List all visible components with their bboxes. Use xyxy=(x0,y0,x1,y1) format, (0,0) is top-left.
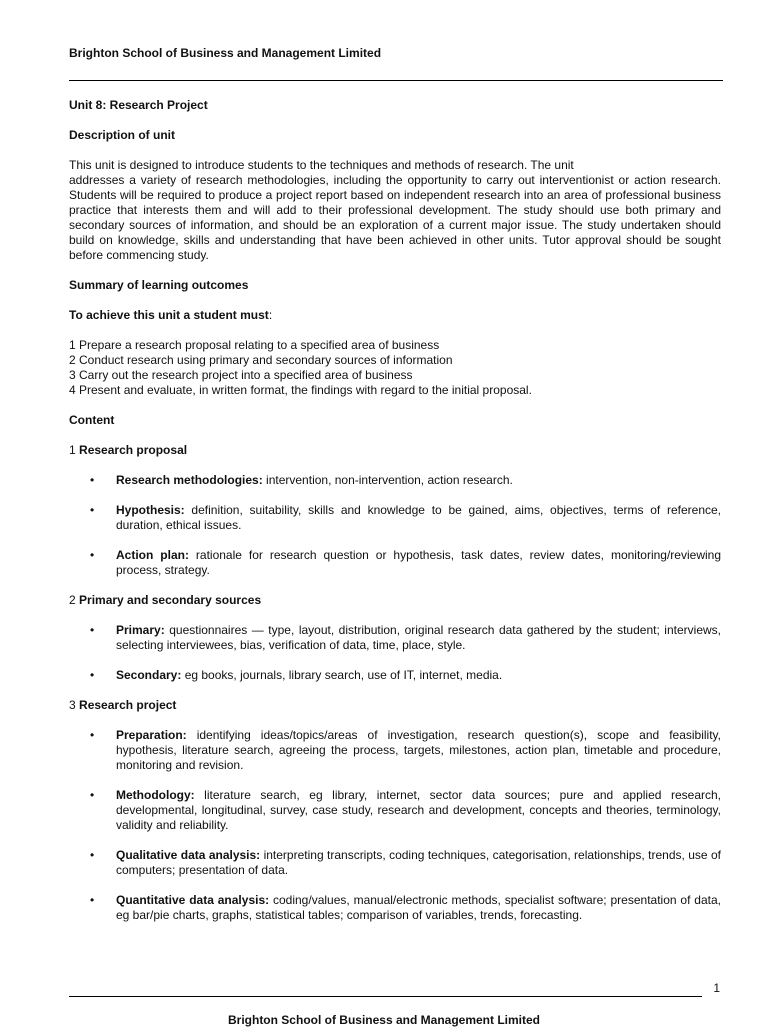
bullet-text: interpreting transcripts, coding techniques, categorisation, relationships, trends, use of computers; presentation of data. xyxy=(116,848,721,877)
section-number: 3 xyxy=(69,698,76,712)
bullet-label: Research methodologies: xyxy=(116,473,263,487)
bullet-item xyxy=(69,473,721,488)
section-number: 2 xyxy=(69,593,76,607)
bullet-item xyxy=(69,548,721,578)
section-heading-research-project xyxy=(69,698,721,713)
outcomes-list xyxy=(69,338,721,398)
section-title: Primary and secondary sources xyxy=(79,593,262,607)
bullet-text: eg books, journals, library search, use of IT, internet, media. xyxy=(181,668,503,682)
header-divider xyxy=(69,80,723,81)
section-number: 1 xyxy=(69,443,76,457)
bullet-label: Quantitative data analysis: xyxy=(116,893,270,907)
content-heading: Content xyxy=(69,413,115,427)
bullet-icon: • xyxy=(90,893,95,907)
bullet-label: Secondary: xyxy=(116,668,182,682)
bullet-item xyxy=(69,668,721,683)
description-heading: Description of unit xyxy=(69,128,175,142)
section-title: Research project xyxy=(79,698,177,712)
bullet-label: Preparation: xyxy=(116,728,187,742)
bullet-label: Primary: xyxy=(116,623,165,637)
summary-must-colon: : xyxy=(268,308,273,322)
summary-must-label: To achieve this unit a student must xyxy=(69,308,269,322)
bullet-item xyxy=(69,788,721,833)
section-bullet-list xyxy=(69,623,721,683)
bullet-icon: • xyxy=(90,548,95,562)
bullet-text: rationale for research question or hypothesis, task dates, review dates, monitoring/reviewing process, strategy. xyxy=(116,548,721,577)
bullet-label: Action plan: xyxy=(116,548,189,562)
description-first-line: This unit is designed to introduce students to the techniques and methods of research. The unit xyxy=(69,158,574,172)
section-bullet-list xyxy=(69,473,721,578)
section-title: Research proposal xyxy=(79,443,188,457)
bullet-text: literature search, eg library, internet, sector data sources; pure and applied research, developmental, longitudinal, survey, case study, research and development, concepts and theories, terminology, validity and reliability. xyxy=(116,788,721,832)
summary-intro xyxy=(69,308,721,323)
bullet-icon: • xyxy=(90,848,95,862)
outcome-item: 4 Present and evaluate, in written format, the findings with regard to the initial proposal. xyxy=(69,383,532,397)
bullet-icon: • xyxy=(90,473,95,487)
outcome-item: 1 Prepare a research proposal relating to a specified area of business xyxy=(69,338,440,352)
outcome-item: 3 Carry out the research project into a specified area of business xyxy=(69,368,413,382)
unit-title: Unit 8: Research Project xyxy=(69,98,208,112)
bullet-text: intervention, non-intervention, action research. xyxy=(262,473,513,487)
bullet-label: Methodology: xyxy=(116,788,195,802)
document-body xyxy=(69,98,721,923)
bullet-item xyxy=(69,728,721,773)
bullet-text: definition, suitability, skills and knowledge to be gained, aims, objectives, terms of reference, duration, ethical issues. xyxy=(116,503,721,532)
section-bullet-list xyxy=(69,728,721,923)
bullet-item xyxy=(69,848,721,878)
bullet-label: Hypothesis: xyxy=(116,503,185,517)
summary-heading: Summary of learning outcomes xyxy=(69,278,249,292)
bullet-item xyxy=(69,623,721,653)
bullet-label: Qualitative data analysis: xyxy=(116,848,261,862)
bullet-icon: • xyxy=(90,788,95,802)
bullet-item xyxy=(69,893,721,923)
footer-divider xyxy=(69,996,702,997)
bullet-text: coding/values, manual/electronic methods, specialist software; presentation of data, eg bar/pie charts, graphs, statistical tables; comparison of variables, trends, forecasting. xyxy=(116,893,721,922)
section-heading-research-proposal xyxy=(69,443,721,458)
bullet-icon: • xyxy=(90,623,95,637)
bullet-icon: • xyxy=(90,728,95,742)
page-number: 1 xyxy=(713,981,720,995)
bullet-icon: • xyxy=(90,668,95,682)
description-body: addresses a variety of research methodologies, including the opportunity to carry out interventionist or action research. Students will be required to produce a project report based on independent research into an area of professional business practice that interests them and will add to their professional development. The study should use both primary and secondary sources of information, and should be an exploration of a current major issue. The study undertaken should build on knowledge, skills and understanding that have been achieved in other units. Tutor approval should be sought before commencing study. xyxy=(69,173,721,262)
bullet-icon: • xyxy=(90,503,95,517)
bullet-item xyxy=(69,503,721,533)
bullet-text: questionnaires — type, layout, distribution, original research data gathered by the student; interviews, selecting interviewees, bias, verification of data, time, place, style. xyxy=(116,623,721,652)
bullet-text: identifying ideas/topics/areas of investigation, research question(s), scope and feasibility, hypothesis, literature search, agreeing the process, targets, milestones, action plan, timetable and procedure, monitoring and revision. xyxy=(116,728,721,772)
outcome-item: 2 Conduct research using primary and secondary sources of information xyxy=(69,353,453,367)
footer-title: Brighton School of Business and Management Limited xyxy=(227,1013,541,1027)
section-heading-sources xyxy=(69,593,721,608)
header-title: Brighton School of Business and Management Limited xyxy=(69,46,382,60)
